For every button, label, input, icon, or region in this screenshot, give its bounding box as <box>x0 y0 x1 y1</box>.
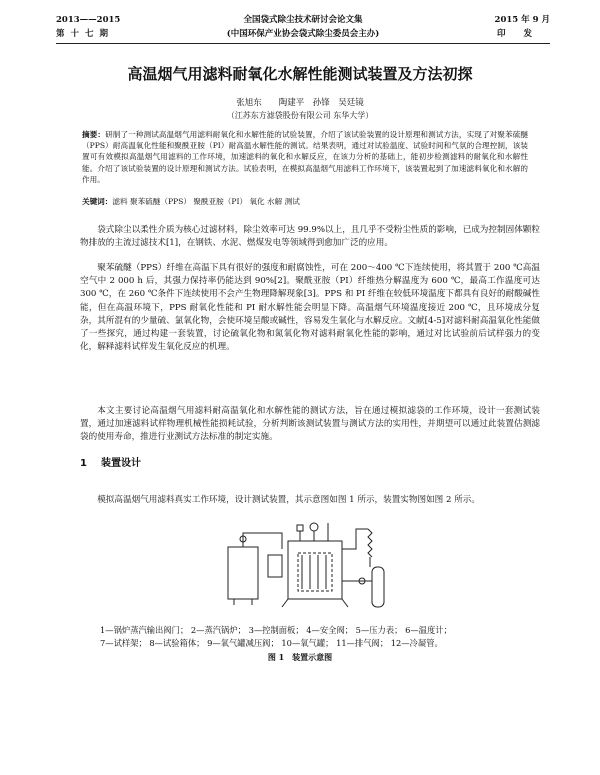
affiliation: （江苏东方滤袋股份有限公司 东华大学） <box>226 111 374 120</box>
condenser-tube <box>368 529 372 557</box>
oxygen-tank <box>372 567 384 607</box>
paragraph-materials: 聚苯硫醚（PPS）纤维在高温下具有很好的强度和耐腐蚀性，可在 200～400 ℃下连续使用，将其置于 200 ℃高温空气中 2 000 h 后，其强力保持率仍能达到 90%[2]。聚酰亚胺（PI）纤维热分解温度为 600 ℃，最高工作温度可达 300 ℃，在 260 ℃条件下连续使用不会产生物理降解现象[3]。PPS 和 PI 纤维在较低环境温度下都具有良好的耐酸碱性能，但在高温环境下，PPS 耐氧化性能和 PI 耐水解性能会明显下降。高温烟气环境温度接近 200 ℃，且环境成分复杂，其所混有的少量硫、氯氧化物，会使环境呈酸或碱性，容易发生氧化与水解反应。文献[4-5]对滤料耐高温氧化性能做了一些探究，通过构建一套装置，讨论硫氧化物和氮氧化物对滤料耐氧化性能的影响，通过对比试验前后试样强力的变化，解释滤料试样发生氧化反应的机理。 <box>80 263 540 353</box>
abstract-label: 摘要： <box>82 130 106 139</box>
authors: 张旭东 陶建平 孙锋 吴廷镜 <box>236 98 364 108</box>
header-rule <box>56 43 550 44</box>
header-printed: 印发 <box>496 29 550 39</box>
figure-caption: 图 1 装置示意图 <box>267 652 333 662</box>
header-year-range: 2013——2015 <box>56 15 121 25</box>
steam-boiler <box>228 547 258 599</box>
header-organizer: (中国环保产业协会袋式除尘委员会主办) <box>226 29 380 39</box>
exhaust-pipe <box>342 529 368 549</box>
paragraph-objective: 本文主要讨论高温烟气用滤料耐高温氧化和水解性能的测试方法，旨在通过模拟滤袋的工作环境，设计一套测试装置，通过加速滤料试样物理机械性能损耗试验，分析判断该测试装置与测试方法的实用性，并期望可以通过此装置估测滤袋的使用寿命，推进行业测试方法标准的制定实施。 <box>80 406 540 443</box>
paragraph-device-design: 模拟高温烟气用滤料真实工作环境，设计测试装置，其示意图如图 1 所示，装置实物图如图 2 所示。 <box>97 495 480 505</box>
section-number: 1 <box>80 458 87 469</box>
legend-line-2: 7—试样架； 8—试验箱体； 9—氧气罐减压阀； 10—氧气罐； 11—排气阀； 12—冷凝管。 <box>100 638 443 648</box>
abstract-text: 研制了一种测试高温烟气用滤料耐氧化和水解性能的试验装置，介绍了该试验装置的设计原理和测试方法，实现了对聚苯硫醚（PPS）耐高温氧化性能和聚酰亚胺（PI）耐高温水解性能的测试。结果表明，通过对试验温度、试验时间和气氛的合理控制，该装置可有效模拟高温烟气用滤料的工作环境，加速滤料的氧化和水解反应，在该力分析的基础上，能初步检测滤料的耐氧化和水解性能。介绍了该试验装置的设计原理和测试方法。试验表明，在模拟高温烟气用滤料工作环境下，该装置起到了加速滤料氧化和水解的作用。 <box>82 130 528 184</box>
header-proceedings-title: 全国袋式除尘技术研讨会论文集 <box>243 15 363 25</box>
apparatus-schematic <box>222 519 397 619</box>
test-chamber <box>288 541 342 599</box>
header-date: 2015 年 9 月 <box>494 15 550 25</box>
paragraph-intro: 袋式除尘以柔性介质为核心过滤材料，除尘效率可达 99.9%以上，且几乎不受粉尘性质的影响，已成为控制固体颗粒物排放的主流过滤技术[1]，在钢铁、水泥、燃煤发电等领域得到愈加广泛的应用。 <box>80 225 540 249</box>
sample-rack <box>298 553 332 591</box>
paper-title: 高温烟气用滤料耐氧化水解性能测试装置及方法初探 <box>127 65 473 83</box>
legend-line-1: 1—锅炉蒸汽输出阀门； 2—蒸汽锅炉； 3—控制面板； 4—安全阀； 5—压力表； 6—温度计； <box>100 625 452 635</box>
keywords-text: 滤料 聚苯硫醚（PPS） 聚酰亚胺（PI） 氧化 水解 测试 <box>112 197 300 206</box>
keywords-label: 关键词： <box>82 197 113 206</box>
pressure-gauge <box>310 523 318 531</box>
section-heading <box>80 454 141 469</box>
abstract <box>82 129 528 185</box>
keywords <box>82 196 528 207</box>
section-title: 装置设计 <box>100 458 141 469</box>
figure-legend <box>100 624 550 650</box>
safety-valve <box>297 525 303 531</box>
header-issue: 第十七期 <box>56 29 115 39</box>
control-panel <box>268 555 282 577</box>
